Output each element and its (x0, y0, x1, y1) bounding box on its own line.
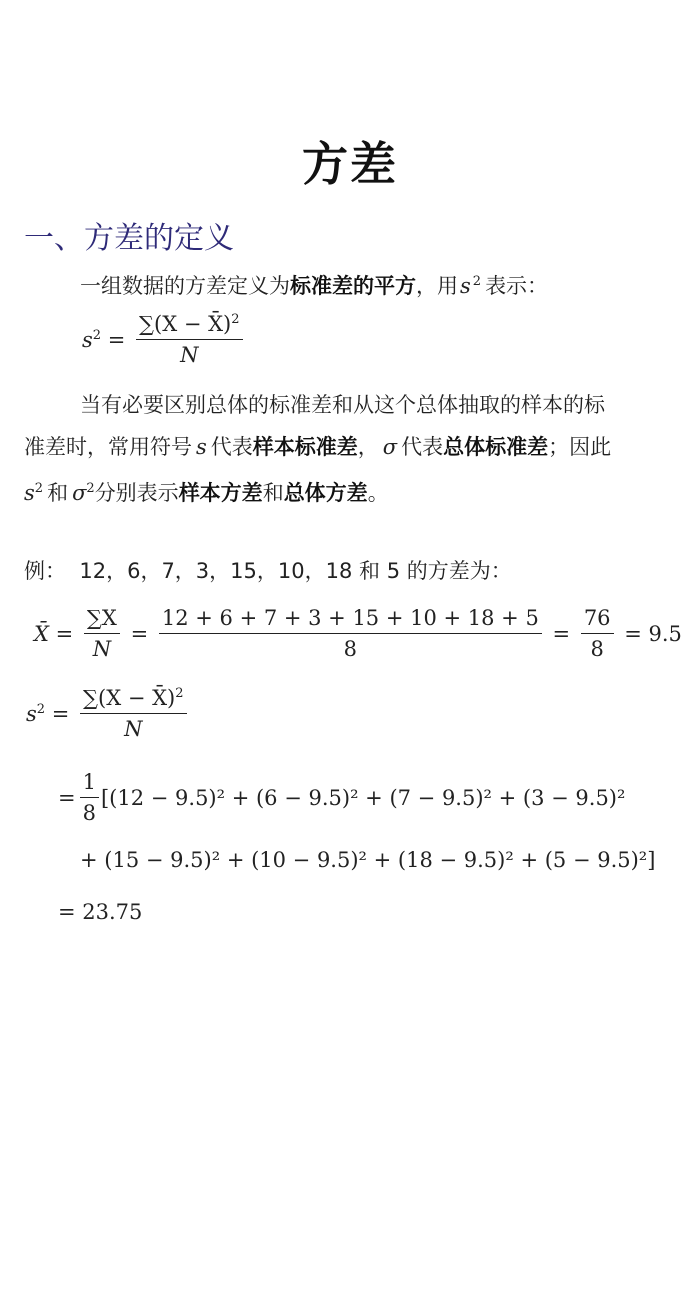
intro-text: 一组数据的方差定义为 (80, 274, 290, 298)
formula-lhs: s (82, 327, 93, 352)
example-label: 例： (24, 559, 66, 583)
p2-text: ；因此 (548, 435, 612, 459)
variance-formula: $s^2$ = $\frac{\sum(X - X̄)^2}{N}$ (26, 686, 191, 741)
page-title: 方差 (302, 137, 398, 191)
p2-text: 。 (367, 481, 389, 505)
variance-terms-1: [(12 − 9.5)² + (6 − 9.5)² + (7 − 9.5)² + (3 − 9.5)² (100, 785, 626, 810)
p2-text: 代表 (401, 435, 444, 459)
one-eighth-den: 8 (82, 801, 96, 825)
s-symbol: s (24, 481, 35, 505)
sigma-symbol: σ (382, 435, 398, 459)
variance-lhs: s (26, 701, 37, 726)
paragraph2-line3: $s^2$ 和 $\sigma^2$分别表示样本方差和总体方差。 (24, 481, 389, 505)
mean-frac3-den: 8 (590, 637, 604, 661)
population-var-bold: 总体方差 (283, 481, 368, 505)
mean-formula: X̄ = $\frac{\sum X}{N}$ = $\frac{12 + 6 + 7 + 3 + 15 + 10 + 18 + 5}{8}$ = $\frac{76}{8}$ = 9.5 (34, 606, 682, 661)
example-line (24, 550, 512, 592)
variance-line2: = $\frac{1}{8}$ [(12 − 9.5)² + (6 − 9.5)² + (7 − 9.5)² + (3 − 9.5)² (58, 770, 626, 825)
mean-frac3-num: 76 (581, 606, 614, 634)
p2-text: 准差时，常用符号 (24, 435, 192, 459)
p2-text: 和 (47, 481, 69, 505)
sigma-symbol: σ (72, 481, 87, 505)
paragraph2-line2 (24, 426, 611, 468)
intro-text-after: 表示： (485, 274, 549, 298)
example-numbers: 12，6，7，3，15，10，18 (79, 559, 353, 583)
mean-result: = 9.5 (624, 621, 682, 646)
population-std-bold: 总体标准差 (443, 435, 549, 459)
variance-result: = 23.75 (58, 900, 143, 924)
p2-text: 分别表示 (94, 481, 179, 505)
p2-text: ， (357, 435, 379, 459)
example-last: 5 (386, 559, 401, 583)
example-and: 和 (359, 559, 381, 583)
s-symbol: s (460, 274, 471, 298)
p2-text: 和 (262, 481, 284, 505)
mean-frac1-den: N (92, 637, 112, 661)
intro-bold: 标准差的平方 (290, 274, 416, 298)
formula-denominator: N (180, 343, 199, 367)
variance-numerator: ∑(X − X̄) (83, 686, 176, 710)
intro-text-mid: ，用 (416, 274, 458, 298)
intro-line: 一组数据的方差定义为标准差的平方，用s $^2$ 表示： (80, 274, 549, 298)
definition-formula: $s^2$ = $\frac{\sum(X - X̄)^2}{N}$ (82, 312, 247, 367)
mean-frac1-num: ∑X (84, 606, 120, 634)
mean-frac2-num: 12 + 6 + 7 + 3 + 15 + 10 + 18 + 5 (159, 606, 542, 634)
section-heading: 一、方差的定义 (24, 221, 234, 256)
one-eighth-num: 1 (80, 770, 99, 798)
xbar-symbol: X̄ (34, 621, 49, 646)
formula-numerator: ∑(X − X̄) (139, 312, 232, 336)
mean-frac2-den: 8 (343, 637, 358, 661)
s-symbol: s (196, 435, 207, 459)
sample-var-bold: 样本方差 (178, 481, 263, 505)
variance-line3: + (15 − 9.5)² + (10 − 9.5)² + (18 − 9.5)² + (5 − 9.5)²] (80, 848, 656, 872)
variance-denominator: N (124, 717, 143, 741)
sample-std-bold: 样本标准差 (252, 435, 358, 459)
p2-text: 代表 (210, 435, 253, 459)
example-suffix: 的方差为： (406, 559, 512, 583)
paragraph2-line1: 当有必要区别总体的标准差和从这个总体抽取的样本的标 (80, 393, 605, 417)
